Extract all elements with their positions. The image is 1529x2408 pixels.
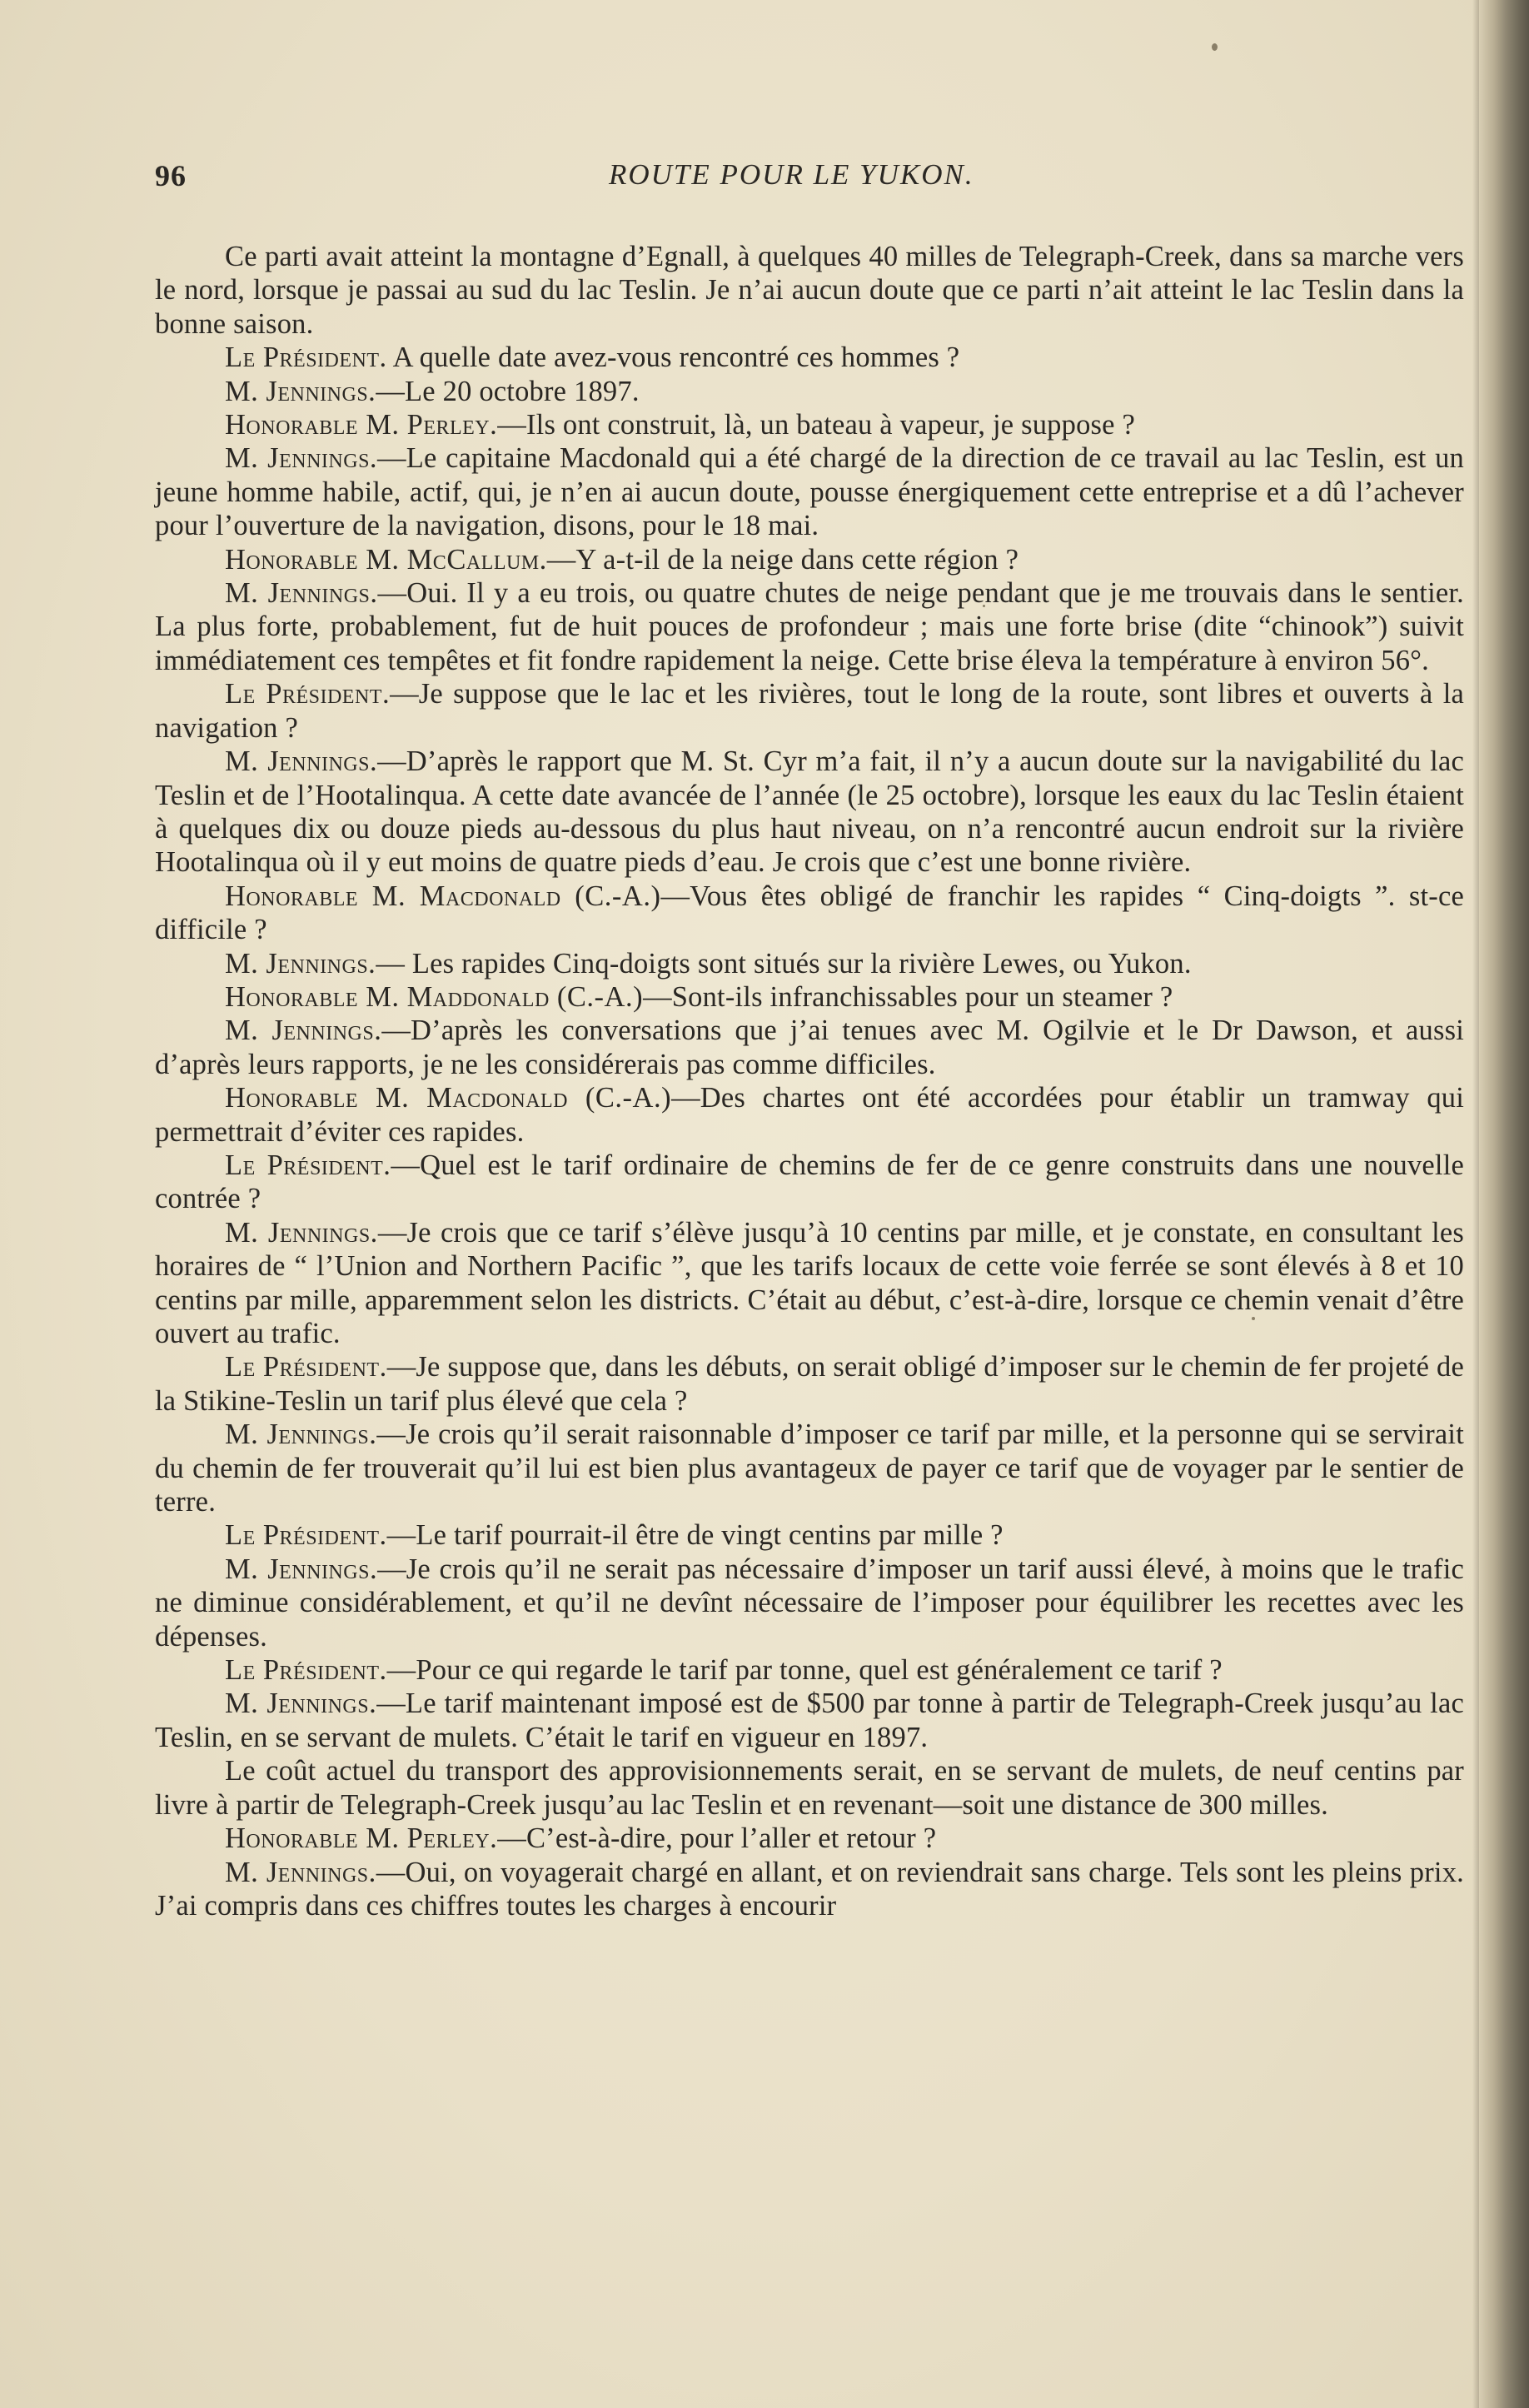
- paragraph-text: Ce parti avait atteint la montagne d’Egnall, à quelques 40 milles de Telegraph-Creek, dans sa marche vers le nord, lorsque je passai au sud du lac Teslin. Je n’ai aucun doute que ce parti n’ait atteint le lac Teslin dans la bonne saison.: [155, 241, 1464, 340]
- binding-shadow: [1472, 0, 1479, 2408]
- speaker-name: Le Président.: [225, 1149, 391, 1181]
- paragraph-text: —D’après les conversations que j’ai tenues avec M. Ogilvie et le Dr Dawson, et aussi d’après leurs rapports, je ne les considérerais pas comme difficiles.: [155, 1015, 1464, 1080]
- paragraph: [155, 947, 1464, 980]
- speaker-name: Honorable M. Perley.: [225, 409, 498, 441]
- paragraph-text: —Le tarif pourrait-il être de vingt centins par mille ?: [386, 1519, 1004, 1552]
- paragraph-text: —Oui. Il y a eu trois, ou quatre chutes de neige pendant que je me trouvais dans le sentier. La plus forte, probablement, fut de huit pouces de profondeur ; mais une forte brise (dite “chinook”) suivit immédiatement ces tempêtes et fit fondre rapidement la neige. Cette brise éleva la température à environ 56°.: [155, 577, 1464, 676]
- book-spine: [1479, 0, 1529, 2408]
- paragraph: [155, 1553, 1464, 1653]
- paragraph: [155, 543, 1464, 576]
- paragraph: [155, 576, 1464, 677]
- paragraph: [155, 1822, 1464, 1855]
- paragraph-text: —Vous êtes obligé de franchir les rapides “ Cinq-doigts ”. st-ce difficile ?: [155, 880, 1465, 946]
- speaker-name: Le Président.: [225, 1654, 387, 1687]
- paragraph: [155, 1216, 1464, 1351]
- speaker-name: M. Jennings.: [225, 1688, 377, 1720]
- paragraph-text: —Pour ce qui regarde le tarif par tonne, quel est généralement ce tarif ?: [386, 1654, 1223, 1687]
- paragraph-text: —Le tarif maintenant imposé est de $500 par tonne à partir de Telegraph-Creek jusqu’au lac Teslin, en se servant de mulets. C’était le tarif en vigueur en 1897.: [155, 1688, 1464, 1753]
- speaker-name: M. Jennings.: [225, 1015, 382, 1047]
- paragraph: [155, 375, 1464, 408]
- paragraph-text: Le coût actuel du transport des approvisionnements serait, en se servant de mulets, de neuf centins par livre à partir de Telegraph-Creek jusqu’au lac Teslin et en revenant—soit une distance de 300 milles.: [155, 1755, 1464, 1821]
- paragraph-text: —Le capitaine Macdonald qui a été chargé de la direction de ce travail au lac Teslin, est un jeune homme habile, actif, qui, je n’en ai aucun doute, pousse énergiquement cette entreprise et a dû l’achever pour l’ouverture de la navigation, disons, pour le 18 mai.: [155, 442, 1464, 542]
- paragraph-text: —Des chartes ont été accordées pour établir un tramway qui permettrait d’éviter ces rapides.: [155, 1082, 1465, 1148]
- paragraph: [155, 980, 1464, 1014]
- speaker-name: Honorable M. Macdonald (C.-A.): [225, 1082, 672, 1114]
- page-body: [155, 240, 1464, 1922]
- speaker-name: Le Président.: [225, 678, 391, 710]
- paragraph: [155, 1081, 1464, 1149]
- paragraph-text: — Les rapides Cinq-doigts sont situés sur la rivière Lewes, ou Yukon.: [376, 947, 1192, 980]
- paragraph-text: —Je crois qu’il ne serait pas nécessaire d’imposer un tarif aussi élevé, à moins que le trafic ne diminue considérablement, et qu’il ne devînt nécessaire de l’imposer pour équilibrer les recettes avec les dépenses.: [155, 1553, 1464, 1653]
- paragraph: [155, 1653, 1464, 1687]
- paragraph: [155, 1518, 1464, 1552]
- paragraph: [155, 1014, 1464, 1081]
- paper-speck: [1212, 43, 1218, 51]
- speaker-name: M. Jennings.: [225, 1553, 378, 1585]
- paragraph-text: —Le 20 octobre 1897.: [376, 375, 640, 407]
- paragraph-text: —Y a-t-il de la neige dans cette région ?: [546, 543, 1019, 576]
- paragraph-text: —C’est-à-dire, pour l’aller et retour ?: [497, 1822, 937, 1855]
- paragraph-text: —Sont-ils infranchissables pour un steamer ?: [643, 980, 1173, 1013]
- paragraph-text: —Oui, on voyagerait chargé en allant, et on reviendrait sans charge. Tels sont les pleins prix. J’ai compris dans ces chiffres toutes les charges à encourir: [155, 1856, 1464, 1922]
- speaker-name: M. Jennings.: [225, 1418, 377, 1451]
- paragraph: [155, 1856, 1464, 1923]
- paragraph: [155, 1350, 1464, 1418]
- paragraph-text: —Je suppose que, dans les débuts, on serait obligé d’imposer sur le chemin de fer projeté de la Stikine-Teslin un tarif plus élevé que cela ?: [155, 1351, 1464, 1417]
- paragraph: [155, 677, 1464, 745]
- paragraph-text: —Je suppose que le lac et les rivières, tout le long de la route, sont libres et ouverts à la navigation ?: [155, 678, 1464, 744]
- speaker-name: M. Jennings.: [225, 577, 378, 610]
- paragraph: [155, 1754, 1464, 1822]
- paragraph-text: —Ils ont construit, là, un bateau à vapeur, je suppose ?: [497, 409, 1136, 441]
- paragraph: [155, 441, 1464, 542]
- speaker-name: Le Président.: [225, 342, 387, 374]
- paragraph-text: —Je crois que ce tarif s’élève jusqu’à 10 centins par mille, et je constate, en consultant les horaires de “ l’Union and Northern Pacific ”, que les tarifs locaux de cette voie ferrée se sont élevés à 8 et 10 centins par mille, apparemment selon les districts. C’était au début, c’est-à-dire, lorsque ce chemin venait d’être ouvert au trafic.: [155, 1216, 1465, 1349]
- speaker-name: Le Président.: [225, 1351, 387, 1383]
- speaker-name: M. Jennings.: [225, 1216, 378, 1249]
- paragraph: [155, 880, 1464, 947]
- paragraph-text: —D’après le rapport que M. St. Cyr m’a fait, il n’y a aucun doute sur la navigabilité du lac Teslin et de l’Hootalinqua. A cette date avancée de l’année (le 25 octobre), lorsque les eaux du lac Teslin étaient à quelques dix ou douze pieds au-dessous du plus haut niveau, on n’a rencontré aucun endroit sur la rivière Hootalinqua où il y eut moins de quatre pieds d’eau. Je crois que c’est une bonne rivière.: [155, 745, 1464, 879]
- speaker-name: Honorable M. Maddonald (C.-A.): [225, 980, 644, 1013]
- speaker-name: Honorable M. McCallum.: [225, 543, 547, 576]
- paragraph: [155, 1149, 1464, 1216]
- speaker-name: Honorable M. Macdonald (C.-A.): [225, 880, 661, 912]
- paragraph: [155, 745, 1464, 880]
- page-header: [155, 158, 1471, 208]
- speaker-name: M. Jennings.: [225, 1856, 376, 1888]
- running-title: ROUTE POUR LE YUKON.: [609, 158, 974, 191]
- paragraph: [155, 341, 1464, 374]
- page-number: 96: [155, 159, 187, 192]
- speaker-name: M. Jennings.: [225, 947, 376, 980]
- speaker-name: Le Président.: [225, 1519, 387, 1552]
- paragraph-text: —Quel est le tarif ordinaire de chemins de fer de ce genre construits dans une nouvelle contrée ?: [155, 1149, 1464, 1215]
- paragraph: [155, 1687, 1464, 1754]
- paragraph: [155, 240, 1464, 341]
- speaker-name: Honorable M. Perley.: [225, 1822, 498, 1855]
- paragraph-text: A quelle date avez-vous rencontré ces hommes ?: [392, 342, 960, 374]
- paragraph-text: —Je crois qu’il serait raisonnable d’imposer ce tarif par mille, et la personne qui se servirait du chemin de fer trouverait qu’il lui est bien plus avantageux de payer ce tarif que de voyager par le sentier de terre.: [155, 1418, 1464, 1518]
- paragraph: [155, 408, 1464, 441]
- speaker-name: M. Jennings.: [225, 375, 376, 407]
- speaker-name: M. Jennings.: [225, 442, 378, 475]
- paragraph: [155, 1418, 1464, 1518]
- speaker-name: M. Jennings.: [225, 745, 378, 778]
